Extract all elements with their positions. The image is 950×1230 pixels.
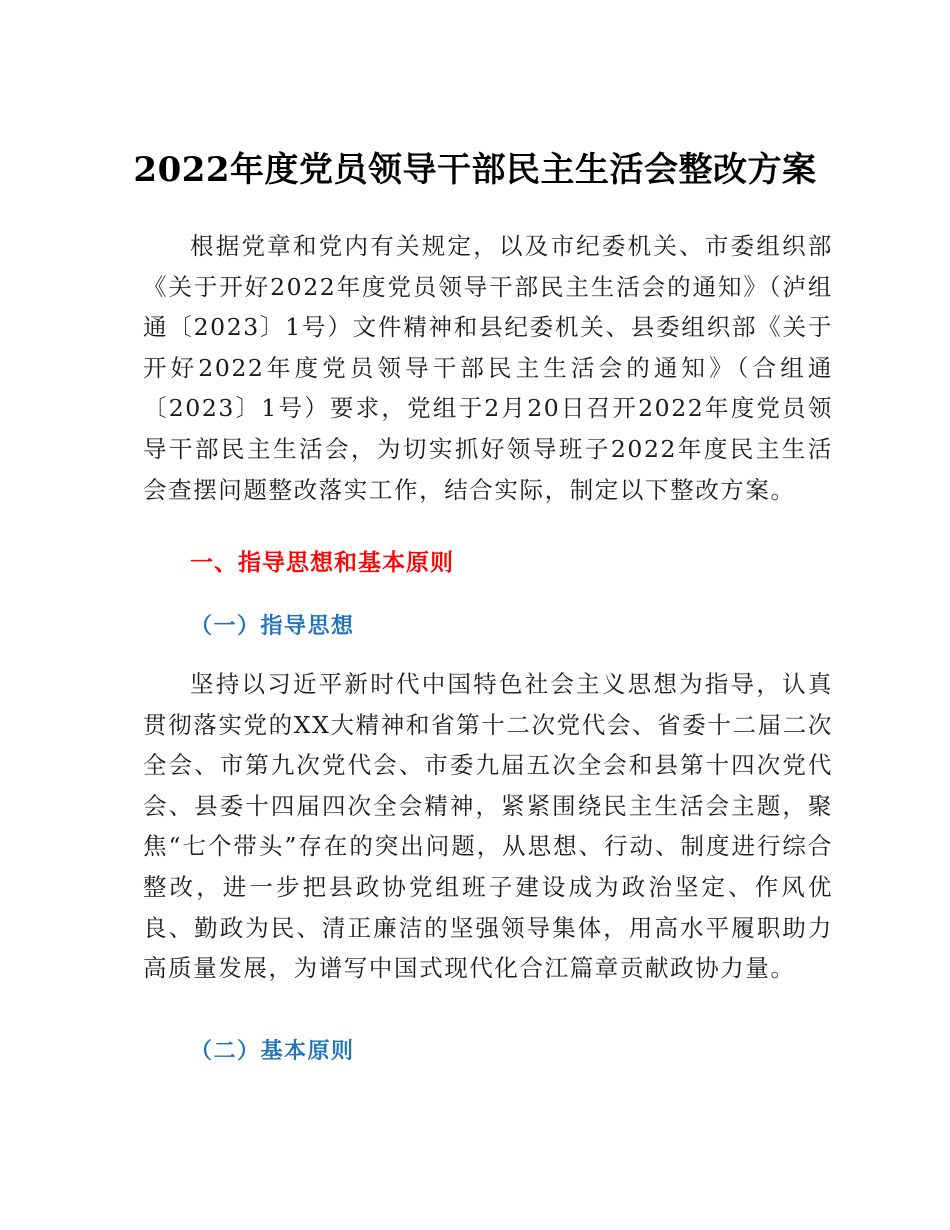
intro-paragraph: 根据党章和党内有关规定，以及市纪委机关、市委组织部《关于开好2022年度党员领导干部民主生活会的通知》（泸组通〔2023〕1号）文件精神和县纪委机关、县委组织部《关于开好2022年度党员领导干部民主生活会的通知》（合组通〔2023〕1号）要求，党组于2月20日召开2022年度党员领导干部民主生活会，为切实抓好领导班子2022年度民主生活会查摆问题整改落实工作，结合实际，制定以下整改方案。 [143,232,833,504]
subsection-heading-basic-principles: （二）基本原则 [190,1038,355,1064]
subsection-heading-guiding-thought: （一）指导思想 [190,613,355,639]
guiding-thought-paragraph: 坚持以习近平新时代中国特色社会主义思想为指导，认真贯彻落实党的XX大精神和省第十二次党代会、省委十二届二次全会、市第九次党代会、市委九届五次全会和县第十四次党代会、县委十四届四次全会精神，紧紧围绕民主生活会主题，聚焦“七个带头”存在的突出问题，从思想、行动、制度进行综合整改，进一步把县政协党组班子建设成为政治坚定、作风优良、勤政为民、清正廉洁的坚强领导集体，用高水平履职助力高质量发展，为谱写中国式现代化合江篇章贡献政协力量。 [143,670,833,983]
document-title: 2022年度党员领导干部民主生活会整改方案 [133,150,817,190]
section-heading-guiding-principles: 一、指导思想和基本原则 [190,550,454,576]
